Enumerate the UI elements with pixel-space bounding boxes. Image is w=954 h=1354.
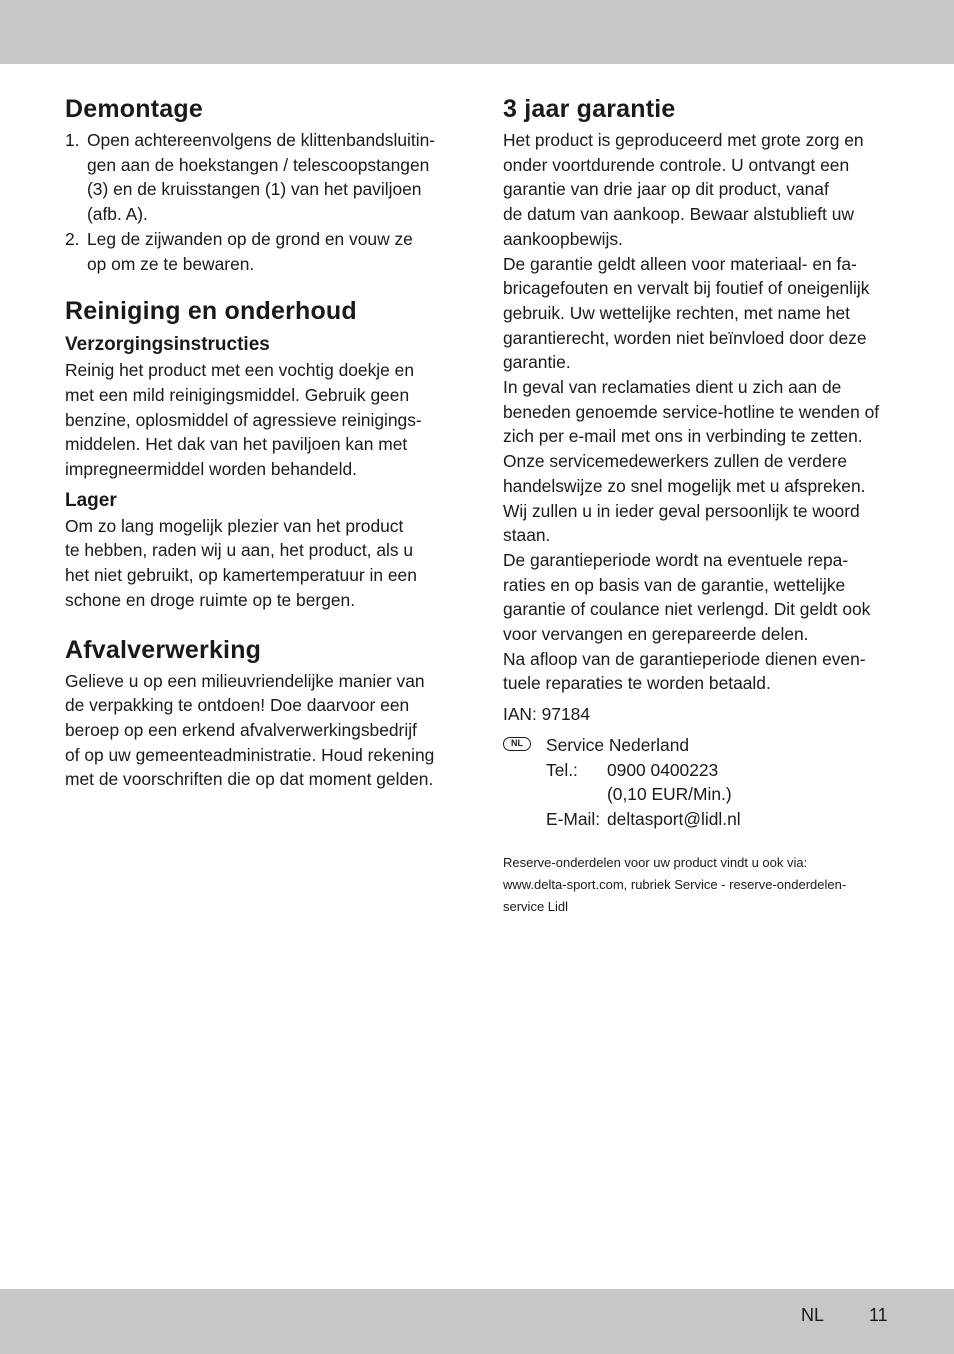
service-email-row [503, 807, 895, 832]
tel-cost: (0,10 EUR/Min.) [607, 784, 732, 805]
step-number: 1. [65, 130, 80, 150]
header-bar [0, 0, 954, 64]
list-item [65, 227, 451, 276]
step-text: Open achtereenvolgens de klittenbandsluitin- gen aan de hoekstangen / telescoopstangen (3) en de kruisstangen (1) van het paviljoen (afb. A). [87, 130, 436, 225]
email-value: deltasport@lidl.nl [607, 808, 741, 829]
verzorging-text: Reinig het product met een vochtig doekje en met een mild reinigingsmiddel. Gebruik geen benzine, oplosmiddel of agressieve reinigings- middelen. Het dak van het paviljoen kan met impregneermiddel worden behandeld. [65, 360, 422, 480]
afval-heading: Afvalverwerking [65, 635, 262, 664]
email-label: E-Mail: [546, 808, 601, 829]
garantie-heading: 3 jaar garantie [503, 95, 676, 123]
ian-number: IAN: 97184 [503, 704, 591, 725]
left-column [65, 92, 451, 792]
verzorging-subheading: Verzorgingsinstructies [65, 334, 270, 356]
footer-bar [0, 1289, 954, 1354]
tel-value: 0900 0400223 [607, 759, 719, 780]
service-tel-row [503, 758, 895, 783]
afval-text: Gelieve u op een milieuvriendelijke manier van de verpakking te ontdoen! Doe daarvoor een beroep op een erkend afvalverwerkingsbedrijf of op uw gemeenteadministratie. Houd rekening met de voorschriften die op dat moment gelden. [65, 670, 435, 790]
tel-label: Tel.: [546, 759, 578, 780]
language-code: NL [801, 1305, 825, 1325]
service-name: Service Nederland [546, 734, 690, 755]
right-column [503, 92, 895, 918]
reserve-parts-note: Reserve-onderdelen voor uw product vindt u ook via: www.delta-sport.com, rubriek Service - reserve-onderdelen- service Lidl [503, 854, 847, 914]
nl-country-badge: NL [503, 737, 531, 751]
reiniging-heading: Reiniging en onderhoud [65, 297, 357, 326]
service-contact [503, 733, 895, 832]
lager-subheading: Lager [65, 489, 117, 511]
step-text: Leg de zijwanden op de grond en vouw ze op om ze te bewaren. [87, 228, 413, 274]
demontage-heading: Demontage [65, 95, 203, 123]
list-item [65, 128, 451, 227]
service-cost-row [503, 782, 895, 807]
garantie-text: Het product is geproduceerd met grote zorg en onder voortdurende controle. U ontvangt een garantie van drie jaar op dit product, vanaf de datum van aankoop. Bewaar alstublieft uw aankoopbewijs. De garantie geldt alleen voor materiaal- en fa- bricagefouten en vervalt bij foutief of oneigenlijk gebruik. Uw wettelijke rechten, met name het garantierecht, worden niet beïnvloed door deze garantie. In geval van reclamaties dient u zich aan de beneden genoemde service-hotline te wenden of zich per e-mail met ons in verbinding te zetten. Onze servicemedewerkers zullen de verdere handelswijze zo snel mogelijk met u afspreken. Wij zullen u in ieder geval persoonlijk te woord staan. De garantieperiode wordt na eventuele repa- raties en op basis van de garantie, wettelijke garantie of coulance niet verlengd. Dit geldt ook voor vervangen en gerepareerde delen. Na afloop van de garantieperiode dienen even- tuele reparaties te worden betaald. [503, 130, 880, 694]
page-number: 11 [869, 1305, 888, 1325]
step-number: 2. [65, 228, 80, 249]
demontage-steps [65, 128, 451, 276]
lager-text: Om zo lang mogelijk plezier van het product te hebben, raden wij u aan, het product, als u het niet gebruikt, op kamertemperatuur in een schone en droge ruimte op te bergen. [65, 515, 417, 610]
